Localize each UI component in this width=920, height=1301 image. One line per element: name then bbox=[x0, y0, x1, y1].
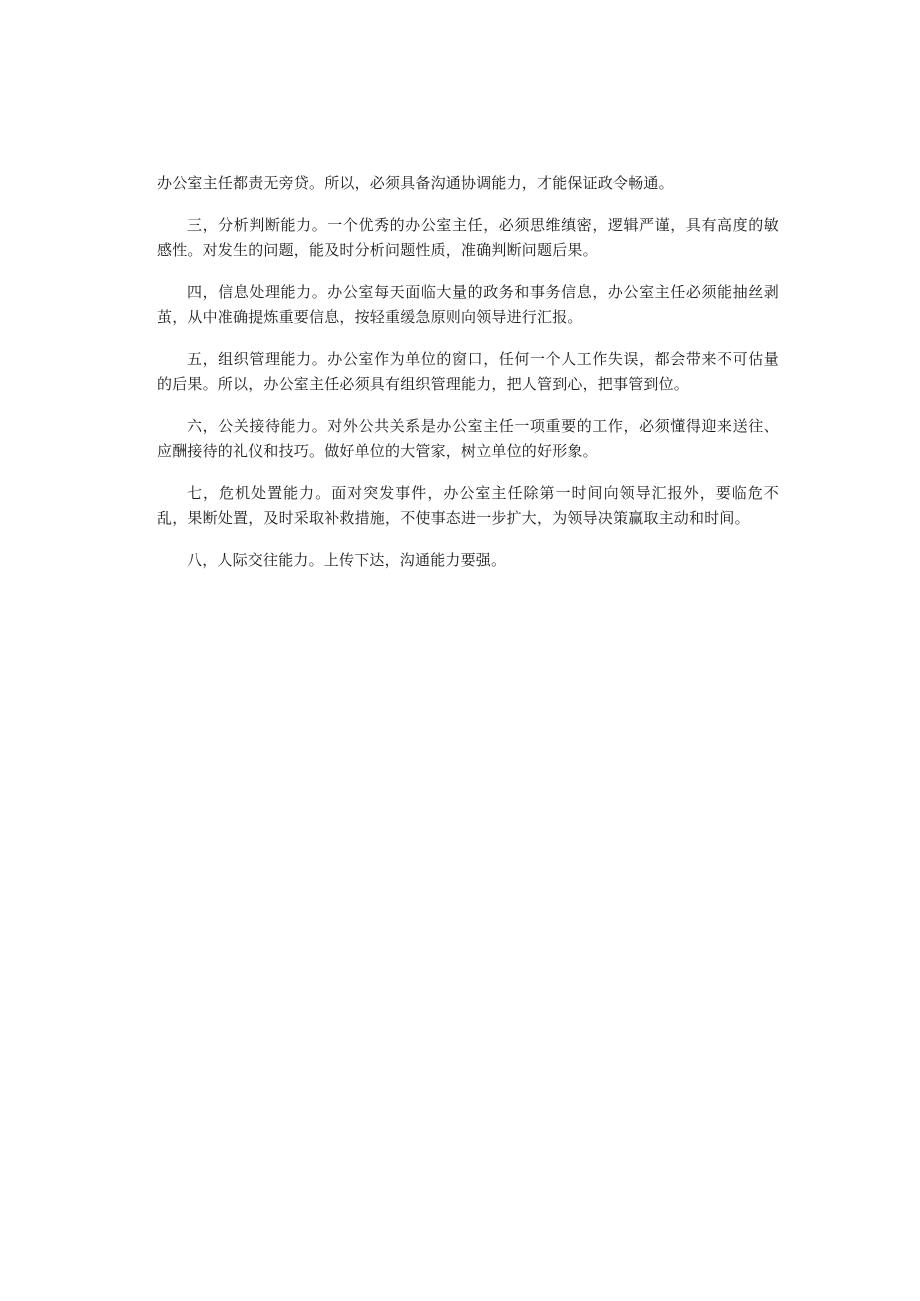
paragraph-analysis-judgment: 三，分析判断能力。一个优秀的办公室主任，必须思维缜密，逻辑严谨，具有高度的敏感性。对发生的问题，能及时分析问题性质，准确判断问题后果。 bbox=[157, 216, 779, 259]
paragraph-continued: 办公室主任都责无旁贷。所以，必须具备沟通协调能力，才能保证政令畅通。 bbox=[157, 174, 674, 192]
document-body bbox=[157, 171, 779, 590]
paragraph-organization-management: 五，组织管理能力。办公室作为单位的窗口，任何一个人工作失误，都会带来不可估量的后果。所以，办公室主任必须具有组织管理能力，把人管到心，把事管到位。 bbox=[157, 350, 779, 393]
paragraph-public-relations: 六，公关接待能力。对外公共关系是办公室主任一项重要的工作，必须懂得迎来送往、应酬接待的礼仪和技巧。做好单位的大管家，树立单位的好形象。 bbox=[157, 417, 779, 460]
paragraph-crisis-handling: 七，危机处置能力。面对突发事件，办公室主任除第一时间向领导汇报外，要临危不乱，果断处置，及时采取补救措施，不使事态进一步扩大，为领导决策赢取主动和时间。 bbox=[157, 484, 779, 527]
paragraph-interpersonal: 八，人际交往能力。上传下达，沟通能力要强。 bbox=[187, 551, 507, 569]
paragraph-information-processing: 四，信息处理能力。办公室每天面临大量的政务和事务信息，办公室主任必须能抽丝剥茧，从中准确提炼重要信息，按轻重缓急原则向领导进行汇报。 bbox=[157, 283, 779, 326]
